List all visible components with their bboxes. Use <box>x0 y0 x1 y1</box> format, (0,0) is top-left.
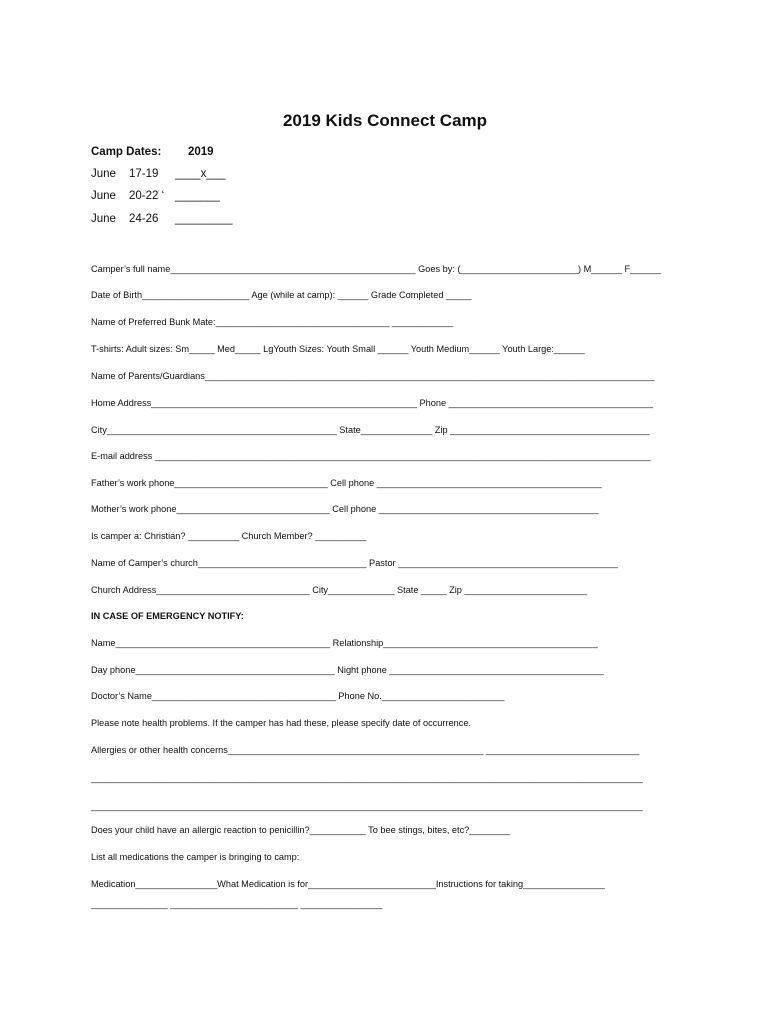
penicillin-line[interactable]: Does your child have an allergic reaction to penicillin?___________ To bee stings, bites, etc?________ <box>91 825 511 835</box>
date-days: 24-26 <box>129 213 159 225</box>
health-note: Please note health problems. If the camper has had these, please specify date of occurrence. <box>91 718 471 728</box>
camp-dates-label: Camp Dates: <box>91 146 162 158</box>
date-month: June <box>91 190 116 202</box>
city-state-zip-line[interactable]: City_____________________________________________ State______________ Zip _______________________________________ <box>91 425 650 435</box>
church-pastor-line[interactable]: Name of Camper’s church_________________________________ Pastor ___________________________________________ <box>91 558 618 568</box>
home-address-line[interactable]: Home Address____________________________________________________ Phone ________________________________________ <box>91 398 654 408</box>
camp-dates-year: 2019 <box>188 146 214 158</box>
date-option-2[interactable] <box>91 190 220 202</box>
parents-guardians-line[interactable]: Name of Parents/Guardians________________________________________________________________________________________ <box>91 371 655 381</box>
tshirt-sizes-line[interactable]: T-shirts: Adult sizes: Sm_____ Med_____ LgYouth Sizes: Youth Small ______ Youth Medium______ Youth Large:______ <box>91 344 585 354</box>
allergies-extra-line-1[interactable]: ____________________________________________________________________________________________________________ <box>91 773 643 783</box>
medications-intro: List all medications the camper is bringing to camp: <box>91 852 300 862</box>
date-option-1[interactable] <box>91 168 226 180</box>
fathers-phone-line[interactable]: Father’s work phone______________________________ Cell phone ____________________________________________ <box>91 478 602 488</box>
mothers-phone-line[interactable]: Mother’s work phone______________________________ Cell phone ___________________________________________ <box>91 504 599 514</box>
date-days: 17-19 <box>129 168 159 180</box>
emergency-heading: IN CASE OF EMERGENCY NOTIFY: <box>91 611 244 621</box>
allergies-line[interactable]: Allergies or other health concerns__________________________________________________ ______________________________ <box>91 745 640 755</box>
date-selection-field[interactable]: ____x___ <box>175 168 226 180</box>
page-title: 2019 Kids Connect Camp <box>282 111 488 130</box>
email-line[interactable]: E-mail address _________________________________________________________________________________________________ <box>91 451 651 461</box>
doctor-line[interactable]: Doctor’s Name____________________________________ Phone No.________________________ <box>91 691 505 701</box>
church-address-line[interactable]: Church Address______________________________ City_____________ State _____ Zip ________________________ <box>91 585 588 595</box>
campers-full-name-line[interactable]: Camper’s full name________________________________________________ Goes by: (_______________________) M______ F______ <box>91 264 661 274</box>
date-selection-field[interactable]: _________ <box>175 213 233 225</box>
day-night-phone-line[interactable]: Day phone_______________________________________ Night phone __________________________________________ <box>91 665 604 675</box>
allergies-extra-line-2[interactable]: ____________________________________________________________________________________________________________ <box>91 801 643 811</box>
camp-dates-header <box>91 146 214 158</box>
date-days: 20-22 ‘ <box>129 190 165 202</box>
date-of-birth-line[interactable]: Date of Birth_____________________ Age (while at camp): ______ Grade Completed _____ <box>91 290 472 300</box>
date-option-3[interactable] <box>91 213 233 225</box>
medication-extra-line[interactable]: _______________ _________________________ ________________ <box>91 899 383 909</box>
christian-member-line[interactable]: Is camper a: Christian? __________ Church Member? __________ <box>91 531 367 541</box>
emergency-name-line[interactable]: Name__________________________________________ Relationship__________________________________________ <box>91 638 598 648</box>
bunk-mate-line[interactable]: Name of Preferred Bunk Mate:__________________________________ ____________ <box>91 317 454 327</box>
date-month: June <box>91 213 116 225</box>
date-month: June <box>91 168 116 180</box>
medication-line[interactable]: Medication________________What Medication is for_________________________Instructions for taking________________ <box>91 879 605 889</box>
date-selection-field[interactable]: _______ <box>175 190 220 202</box>
